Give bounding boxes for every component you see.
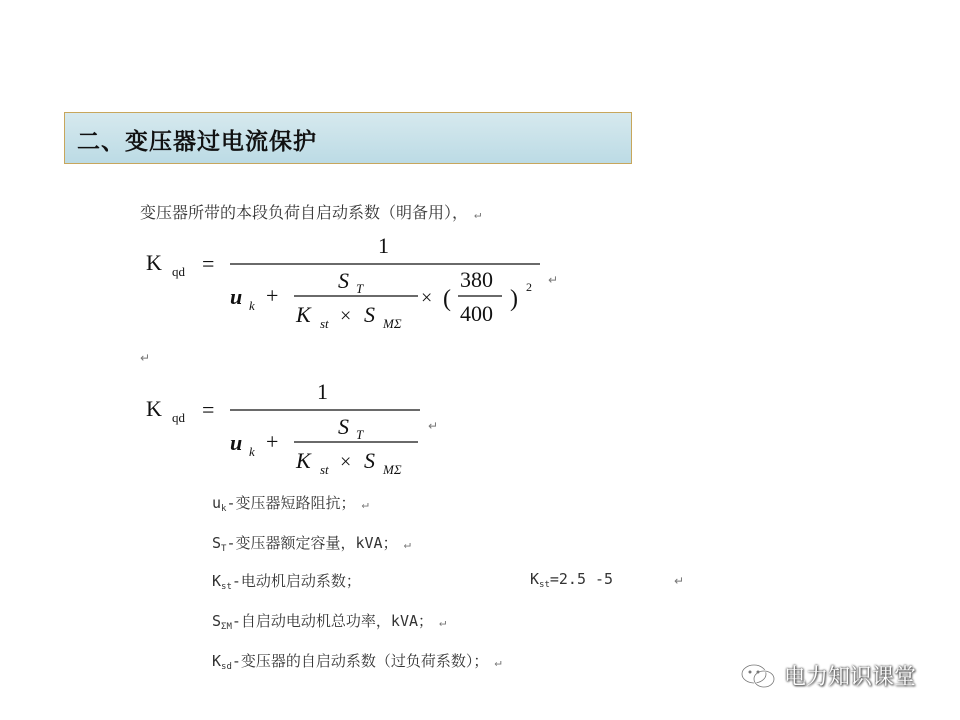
intro-label: 变压器所带的本段负荷自启动系数（明备用）， [140,203,469,222]
paragraph-mark: ↵ [361,497,369,511]
paragraph-mark: ↵ [439,615,447,629]
paragraph-mark: ↵ [674,574,685,588]
formula2-eq: = [202,397,215,422]
paragraph-mark: ↵ [494,655,502,669]
formula1-lhs: K [146,250,162,275]
def-symbol-sub: st [221,582,232,592]
def-text: -电动机启动系数； [231,572,361,590]
paragraph-mark: ↵ [548,273,559,287]
formula1-S-sub: T [356,281,364,296]
watermark-text: 电力知识课堂 [784,665,917,690]
formula2-times: × [340,451,352,473]
formula1-exponent: 2 [526,280,532,294]
formula-1 [146,233,540,331]
formula1-S: S [338,268,349,293]
formula1-plus: + [266,283,279,308]
paragraph-mark: ↵ [474,207,482,221]
kst-range [530,570,613,590]
formula2-K: K [296,448,311,473]
definition-row [212,570,361,592]
formula2-u-sub: k [249,444,255,459]
definition-row [212,650,502,672]
formula1-times2: × [421,287,433,309]
formula1-frac-den: 400 [460,301,493,326]
range-symbol: K [530,570,540,588]
definition-row [212,532,411,554]
def-text: -变压器额定容量，kVA； [226,534,398,552]
def-symbol-sub: sd [221,662,232,672]
formula1-K-sub: st [320,316,329,331]
paragraph-mark: ↵ [428,419,439,433]
formula1-K: K [296,302,311,327]
formula1-SM-sub: MΣ [383,316,402,331]
formula2-plus: + [266,429,279,454]
def-symbol: S [212,534,222,552]
range-symbol-sub: st [539,580,550,590]
formula1-lhs-sub: qd [172,264,185,279]
def-text: -变压器短路阻抗； [226,494,356,512]
def-text: -变压器的自启动系数（过负荷系数）； [231,652,489,670]
section-title: 二、变压器过电流保护 [77,128,317,155]
formula2-lhs: K [146,396,162,421]
paragraph-mark: ↵ [403,537,411,551]
formula1-numerator: 1 [378,233,389,258]
formula2-SM: S [364,448,375,473]
formula-2 [146,379,420,477]
def-symbol: K [212,652,222,670]
formula2-K-sub: st [320,462,329,477]
definition-row [212,492,369,514]
formula2-u: u [230,430,243,455]
formula1-SM: S [364,302,375,327]
formula2-lhs-sub: qd [172,410,185,425]
wechat-icon [740,662,776,690]
watermark [740,660,916,691]
definition-row [212,610,446,632]
def-symbol-sub: k [221,504,227,514]
formula1-rparen: ) [510,286,518,312]
formula1-lparen: ( [443,286,451,312]
def-symbol: S [212,612,222,630]
formula1-u-sub: k [249,298,255,313]
paragraph-mark: ↵ [140,351,151,365]
formula1-frac-num: 380 [460,267,493,292]
formula1-eq: = [202,251,215,276]
formula2-S: S [338,414,349,439]
formula1-u: u [230,284,243,309]
def-symbol-sub: T [221,544,227,554]
formula1-times: × [340,305,352,327]
formula2-SM-sub: MΣ [383,462,402,477]
def-symbol: K [212,572,222,590]
def-symbol: u [212,494,222,512]
range-text: =2.5 -5 [549,570,614,588]
def-text: -自启动电动机总功率，kVA； [231,612,433,630]
def-symbol-sub: ΣM [221,622,232,632]
formula2-S-sub: T [356,427,364,442]
formula2-numerator: 1 [317,379,328,404]
